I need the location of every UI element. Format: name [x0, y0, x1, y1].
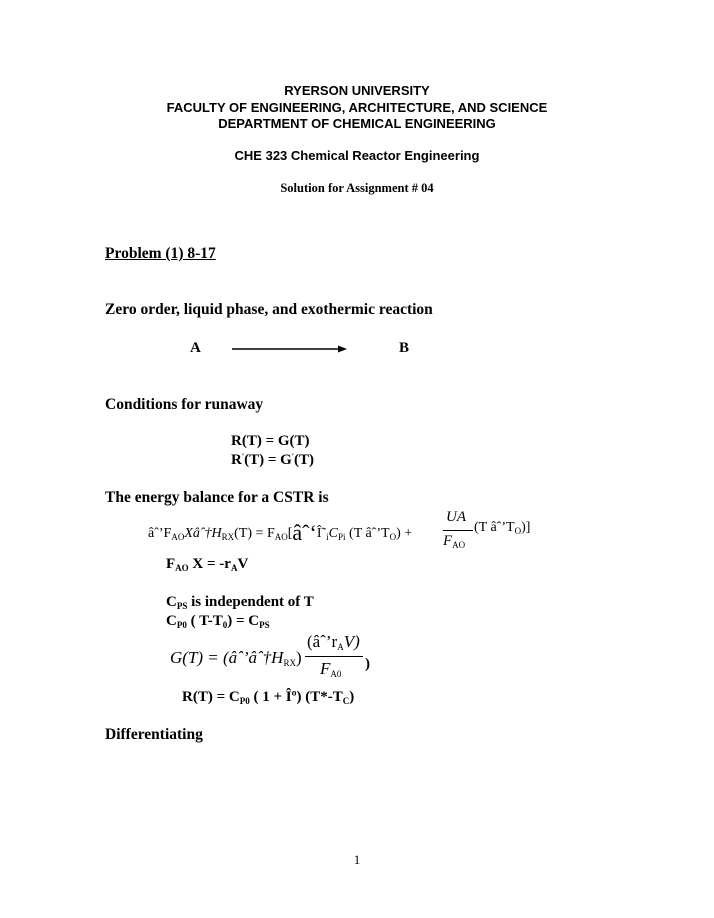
g-equation-denominator: $F_{A0}$ [320, 659, 342, 679]
course-title: CHE 323 Chemical Reactor Engineering [234, 148, 480, 163]
reactant-label: A [190, 340, 201, 356]
university-name: RYERSON UNIVERSITY [284, 83, 430, 98]
problem-title: Problem (1) 8-17 [105, 245, 216, 262]
runaway-heading: Conditions for runaway [105, 396, 264, 413]
g-equation-lhs: $G(T) = (âˆ’âˆ\dagger H_{RX})$ [170, 648, 302, 668]
g-equation-numerator: $(âˆ’r_AV)$ [307, 632, 360, 652]
fao-denominator: $F_{AO}$ [443, 533, 466, 550]
runaway-condition-2: R'(T) = G'(T) [231, 452, 315, 468]
product-label: B [399, 340, 410, 356]
assignment-title: Solution for Assignment # 04 [280, 181, 434, 195]
g-equation-close: ) [365, 656, 370, 672]
differentiating-heading: Differentiating [105, 726, 203, 743]
energy-balance-equation: $âˆ’F_{AO}Xâˆ\dagger H_{RX}(T)$ = $F_{AO}[âˆ‘Î˜_iC_{Pi}$ (T $âˆ’T_O$) + [148, 520, 413, 545]
fraction-bar [443, 530, 473, 531]
page-number: 1 [353, 852, 361, 867]
reaction-arrow-icon [232, 343, 348, 355]
mole-balance-relation: $F_{AO}$ $X = -r_AV$ [166, 556, 249, 573]
cps-statement: $C_{PS}$ is independent of T [166, 594, 314, 611]
ua-numerator: UA [446, 509, 466, 525]
energy-balance-heading: The energy balance for a CSTR is [105, 489, 329, 506]
problem-description: Zero order, liquid phase, and exothermic reaction [105, 301, 433, 318]
cp0-relation: $C_{P0}$ ( $T-T_0) = C_{PS}$ [166, 613, 270, 630]
faculty-name: FACULTY OF ENGINEERING, ARCHITECTURE, AND SCIENCE [166, 100, 548, 115]
r-equation: $R(T) = C_{P0}$ ( 1 + Îº) $(T*-T_C)$ [182, 689, 355, 706]
runaway-condition-1: R(T) = G(T) [231, 433, 310, 449]
g-fraction-bar [305, 656, 363, 657]
department-name: DEPARTMENT OF CHEMICAL ENGINEERING [218, 116, 496, 131]
energy-balance-tail: (T $âˆ’T_O$)] [474, 520, 531, 536]
